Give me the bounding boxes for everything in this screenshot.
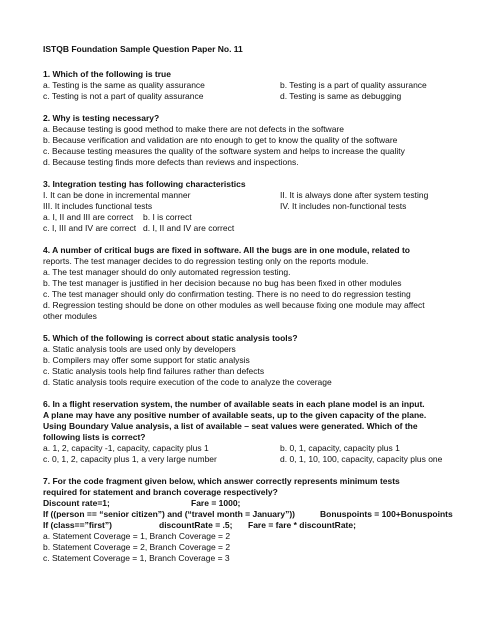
question-2 [43,113,463,168]
option-b: b. 0, 1, capacity, capacity plus 1 [280,443,400,453]
option-b: b. Because verification and validation are nto enough to get to know the quality of the software [43,135,398,145]
option-d: d. Testing is same as debugging [280,91,402,101]
option-c: c. The test manager should only do confirmation testing. There is no need to do regression testing [43,289,411,299]
question-text-cont: reports. The test manager decides to do regression testing only on the reports module. [43,256,369,266]
option-a: a. Because testing is good method to make there are not defects in the software [43,124,344,134]
code-if-class: If (class==”first”) [43,520,112,530]
option-b: b. Statement Coverage = 2, Branch Coverage = 2 [43,542,231,552]
option-c: c. Because testing measures the quality of the software system and helps to increase the quality [43,146,405,156]
option-b: b. Testing is a part of quality assurance [280,80,427,90]
option-c: c. I, III and IV are correct [43,223,137,233]
answer-grid [43,443,463,465]
option-b: b. I is correct [143,212,192,222]
option-a: a. Statement Coverage = 1, Branch Coverage = 2 [43,531,231,541]
statement-grid [43,190,463,212]
code-discount-rate: Discount rate=1; [43,498,110,508]
question-5 [43,333,463,388]
option-a: a. 1, 2, capacity -1, capacity, capacity plus 1 [43,443,209,453]
question-text-4: following lists is correct? [43,432,146,442]
question-text: 2. Why is testing necessary? [43,113,160,123]
option-a: a. I, II and III are correct [43,212,134,222]
option-b: b. The test manager is justified in her decision because no bug has been fixed in other modules [43,278,402,288]
code-fare: Fare = 1000; [191,498,241,508]
option-d: d. 0, 1, 10, 100, capacity, capacity plus one [280,454,443,464]
statement-4: IV. It includes non-functional tests [280,201,407,211]
answer-grid [43,80,463,102]
question-text-2: A plane may have any positive number of available seats, up to the given capacity of the plane. [43,410,427,420]
question-text: 7. For the code fragment given below, which answer correctly represents minimum tests [43,476,400,486]
code-line-3 [43,520,463,531]
option-a: a. The test manager should do only automated regression testing. [43,267,291,277]
code-line-2 [43,509,463,520]
question-1 [43,69,463,102]
option-d: d. Static analysis tools require execution of the code to analyze the coverage [43,377,332,387]
option-c: c. 0, 1, 2, capacity plus 1, a very large number [43,454,217,464]
question-4 [43,245,463,322]
code-bonuspoints: Bonuspoints = 100+Bonuspoints [320,509,453,519]
option-c: c. Static analysis tools help find failures rather than defects [43,366,265,376]
question-text: 1. Which of the following is true [43,69,171,79]
option-c: c. Testing is not a part of quality assurance [43,91,204,101]
code-if-person: If ((person == “senior citizen”) and (“travel month = January”)) [43,509,295,519]
question-text-2: required for statement and branch coverage respectively? [43,487,278,497]
question-text: 5. Which of the following is correct about static analysis tools? [43,333,298,343]
question-text: 4. A number of critical bugs are fixed in software. All the bugs are in one module, related to [43,245,410,255]
option-a: a. Testing is the same as quality assurance [43,80,205,90]
code-fare-assign: Fare = fare * discountRate; [248,520,356,530]
statement-3: III. It includes functional tests [43,201,153,211]
question-3 [43,179,463,234]
question-6 [43,399,463,465]
option-d: d. Because testing finds more defects than reviews and inspections. [43,157,299,167]
question-text: 3. Integration testing has following characteristics [43,179,246,189]
option-a: a. Static analysis tools are used only by developers [43,344,236,354]
code-line-1 [43,498,463,509]
document-title: ISTQB Foundation Sample Question Paper No. 11 [43,44,243,54]
answer-grid [43,212,463,234]
option-c: c. Statement Coverage = 1, Branch Coverage = 3 [43,553,230,563]
statement-1: I. It can be done in incremental manner [43,190,191,200]
statement-2: II. It is always done after system testing [280,190,429,200]
option-d: d. Regression testing should be done on other modules as well because fixing one module may affect [43,300,425,310]
question-text: 6. In a flight reservation system, the number of available seats in each plane model is an input. [43,399,425,409]
document-page [43,44,463,575]
option-d-cont: other modules [43,311,97,321]
question-text-3: Using Boundary Value analysis, a list of available – seat values were generated. Which of the [43,421,418,431]
option-d: d. I, II and IV are correct [143,223,235,233]
option-b: b. Compilers may offer some support for static analysis [43,355,250,365]
code-discount-assign: discountRate = .5; [159,520,233,530]
question-7 [43,476,463,564]
